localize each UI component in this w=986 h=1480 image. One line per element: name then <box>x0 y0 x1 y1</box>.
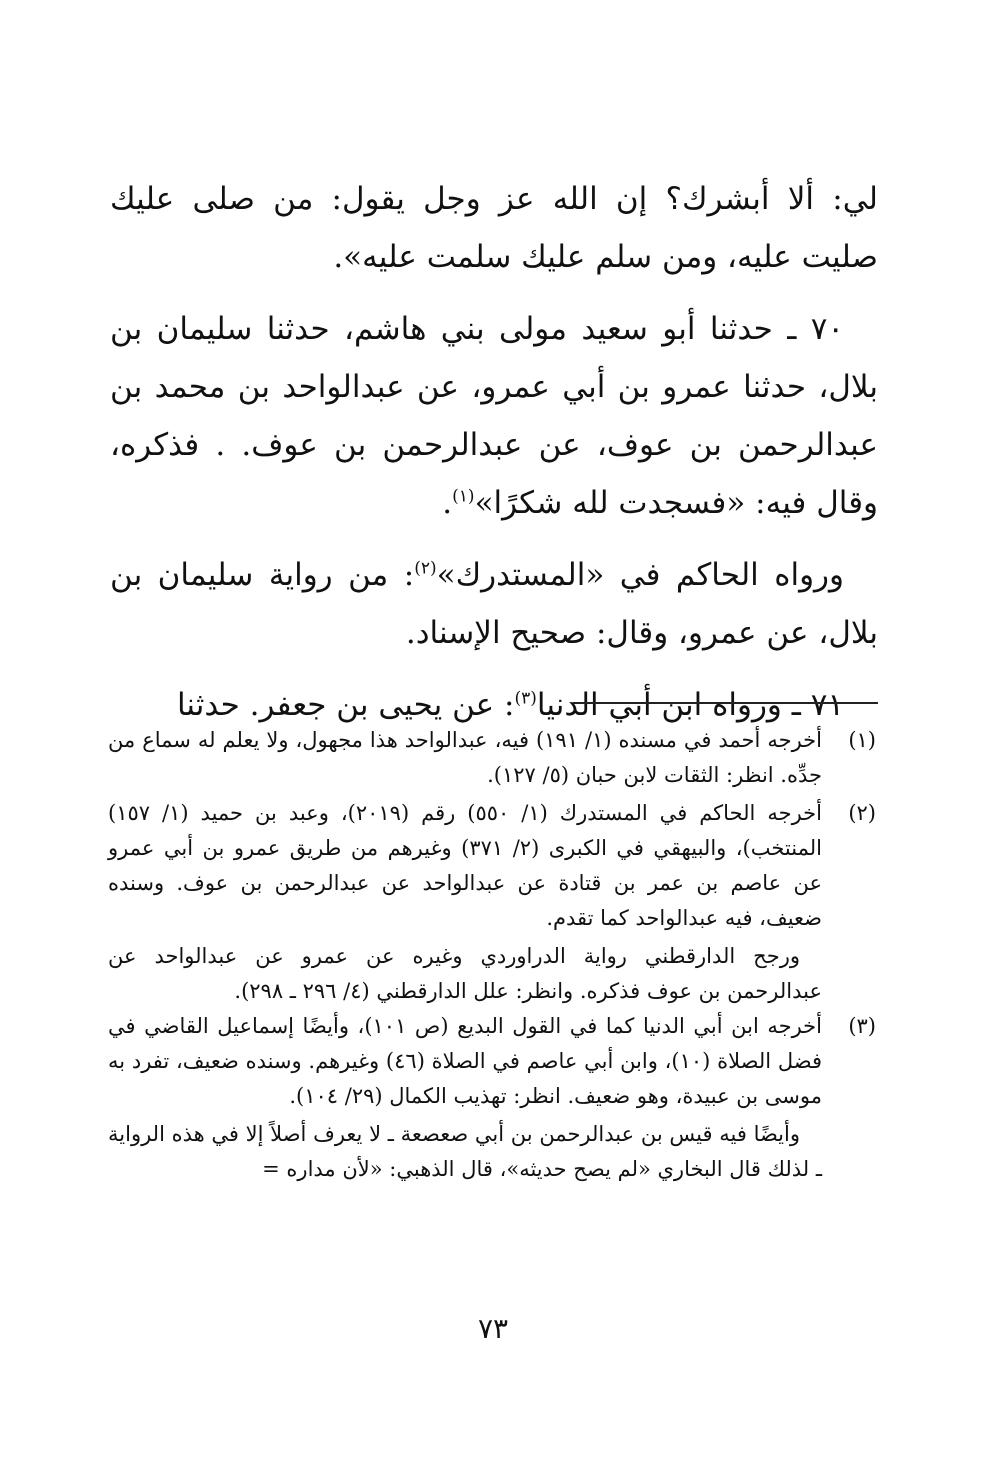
paragraph-3-rest: : من رواية سليمان بن بلال، عن عمرو، وقال: صحيح الإسناد. <box>110 557 878 651</box>
footnote-ref-2[interactable]: (٢) <box>414 558 437 579</box>
footnote-1 <box>108 723 876 793</box>
paragraph-1-text: لي: ألا أبشرك؟ إن الله عز وجل يقول: من صلى عليك صليت عليه، ومن سلم عليك سلمت عليه». <box>110 181 878 275</box>
paragraph-hadith-continuation <box>110 170 878 286</box>
footnote-2-continuation <box>108 939 876 1009</box>
footnote-body <box>108 1009 822 1114</box>
footnote-3 <box>108 1009 876 1114</box>
paragraph-4-text: ٧١ ـ ورواه ابن أبي الدنيا <box>536 687 844 723</box>
page-number: ٧٣ <box>477 1312 509 1345</box>
paragraph-4-rest: : عن يحيى بن جعفر. حدثنا <box>176 687 515 723</box>
paragraph-3-text: ورواه الحاكم في «المستدرك» <box>436 557 844 593</box>
footnote-number: (١) <box>848 728 876 752</box>
footnotes-section <box>108 723 876 1187</box>
footnote-3-continuation <box>108 1117 876 1187</box>
footnote-text: أخرجه ابن أبي الدنيا كما في القول البديع (ص ١٠١)، وأيضًا إسماعيل القاضي في فضل الصلاة (١٠)، وابن أبي عاصم في الصلاة (٤٦) وغيرهم. وسنده ضعيف، تفرد به موسى بن عبيدة، وهو ضعيف. انظر: تهذيب الكمال (٢٩/ ١٠٤). <box>108 1014 822 1108</box>
main-text-body <box>110 170 878 748</box>
footnote-2 <box>108 796 876 936</box>
footnote-body <box>108 796 822 936</box>
footnote-number: (٢) <box>848 801 876 825</box>
footnote-separator-line <box>573 702 878 704</box>
footnote-continuation-text: ورجح الدارقطني رواية الدراوردي وغيره عن عمرو عن عبدالواحد عن عبدالرحمن بن عوف فذكره. وانظر: علل الدارقطني (٤/ ٢٩٦ ـ ٢٩٨). <box>108 944 822 1003</box>
footnote-ref-3[interactable]: (٣) <box>514 688 537 709</box>
paragraph-2-end: . <box>442 485 453 521</box>
footnote-continuation-text: وأيضًا فيه قيس بن عبدالرحمن بن أبي صعصعة ـ لا يعرف أصلاً إلا في هذه الرواية ـ لذلك قال البخاري «لم يصح حديثه»، قال الذهبي: «لأن مداره = <box>108 1122 822 1181</box>
paragraph-hadith-70 <box>110 300 878 532</box>
footnote-text: أخرجه أحمد في مسنده (١/ ١٩١) فيه، عبدالواحد هذا مجهول، ولا يعلم له سماع من جدِّه. انظر: الثقات لابن حبان (٥/ ١٢٧). <box>108 728 822 787</box>
paragraph-2-text: ٧٠ ـ حدثنا أبو سعيد مولى بني هاشم، حدثنا سليمان بن بلال، حدثنا عمرو بن أبي عمرو، عن عبدالواحد بن محمد بن عبدالرحمن بن عوف، عن عبدالرحمن بن عوف. . فذكره، وقال فيه: «فسجدت لله شكرًا» <box>110 311 878 521</box>
footnote-number: (٣) <box>848 1014 876 1038</box>
footnote-text: أخرجه الحاكم في المستدرك (١/ ٥٥٠) رقم (٢٠١٩)، وعبد بن حميد (١/ ١٥٧) المنتخب)، والبيهقي في الكبرى (٢/ ٣٧١) وغيرهم من طريق عمرو بن أبي عمرو عن عاصم بن عمر بن قتادة عن عبدالواحد عن عبدالرحمن بن عوف. وسنده ضعيف، فيه عبدالواحد كما تقدم. <box>108 801 822 930</box>
footnote-ref-1[interactable]: (١) <box>452 486 475 507</box>
paragraph-hakim-narration <box>110 546 878 662</box>
footnote-body <box>108 723 822 793</box>
